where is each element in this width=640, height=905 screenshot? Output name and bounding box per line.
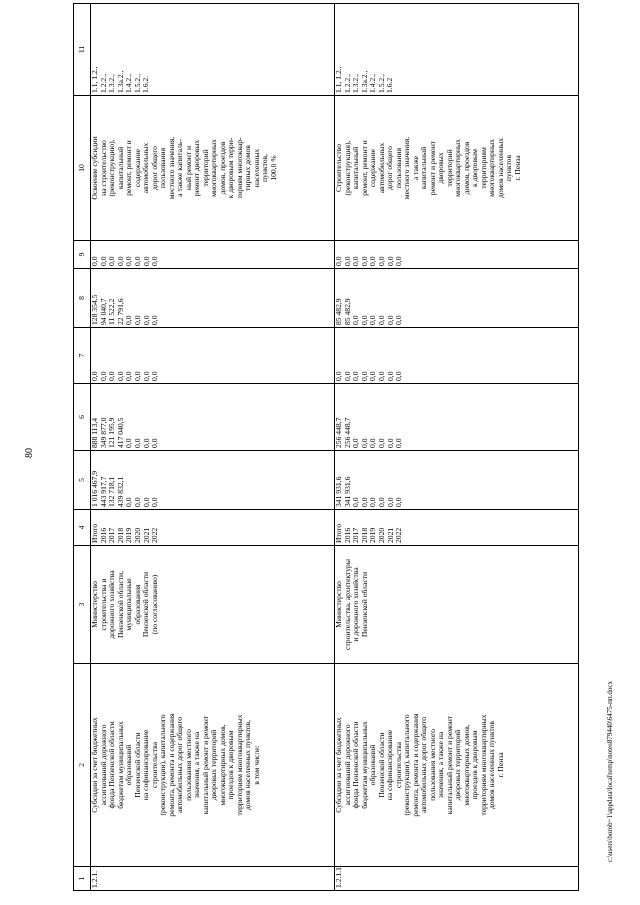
- value-cell: 0,0: [150, 438, 160, 448]
- page-number: 80: [24, 448, 35, 458]
- col-header-3: 3: [74, 546, 91, 664]
- col-header-8: 8: [74, 269, 91, 328]
- value-cell: 0,0: [107, 256, 117, 266]
- value-cell: 0,0: [359, 256, 369, 266]
- value-cell: 0,0: [376, 371, 386, 381]
- row-executor: Министерство строительства, архитектуры и дорожного хозяйства Пензенской области: [335, 546, 579, 664]
- value-cell: 0,0: [368, 497, 378, 507]
- row-indicator: Строительство (реконструкция), капитальный ремонт, ремонт и содержание автомобильных дорог общего пользования местного значения, а также капитальный ремонт и ремонт дворовых территорий многоквартирных домов, проездов к дворовым территориям многоквартирных домов населенных пунктов г. Пенза: [335, 96, 579, 241]
- row-links: 1.1, 1.2., 1.2.2., 1.3.2., 1.3a.2., 1.4.2., 1.5.2., 1.6.2.: [91, 4, 335, 96]
- table-row: [91, 4, 335, 891]
- row-number: 1.2.1.1.: [335, 867, 579, 891]
- value-cell: 132 718,1: [107, 476, 117, 507]
- value-cell: 94 040,7: [98, 298, 108, 325]
- value-cell: 0,0: [132, 497, 142, 507]
- value-cell: 0,0: [334, 371, 343, 381]
- row-regional-budget: [335, 384, 579, 451]
- row-regional-budget: [91, 384, 335, 451]
- value-cell: 0,0: [124, 497, 134, 507]
- col-header-10: 10: [74, 96, 91, 241]
- value-cell: 0,0: [90, 256, 99, 266]
- value-cell: 0,0: [141, 315, 151, 325]
- value-cell: 0,0: [141, 371, 151, 381]
- value-cell: 0,0: [141, 438, 151, 448]
- value-cell: 22 791,6: [115, 298, 125, 325]
- row-years: [335, 510, 579, 546]
- row-number: 1.2.1.: [91, 867, 335, 891]
- value-cell: 85 482,9: [342, 298, 352, 325]
- col-header-7: 7: [74, 328, 91, 384]
- value-cell: 0,0: [334, 256, 343, 266]
- value-cell: 0,0: [394, 315, 404, 325]
- value-cell: 0,0: [368, 371, 378, 381]
- value-cell: 349 877,0: [98, 417, 108, 448]
- value-cell: 888 113,4: [90, 417, 99, 448]
- value-cell: 439 832,1: [115, 476, 125, 507]
- row-other-sources: [91, 241, 335, 269]
- year-cell: 2019: [368, 527, 378, 543]
- year-cell: 2022: [394, 527, 404, 543]
- year-cell: 2017: [107, 527, 117, 543]
- col-header-6: 6: [74, 384, 91, 451]
- col-header-9: 9: [74, 241, 91, 269]
- year-cell: 2016: [98, 527, 108, 543]
- value-cell: 0,0: [342, 256, 352, 266]
- value-cell: 0,0: [368, 438, 378, 448]
- value-cell: 0,0: [368, 315, 378, 325]
- value-cell: 0,0: [394, 371, 404, 381]
- program-table: [73, 3, 579, 891]
- col-header-2: 2: [74, 664, 91, 867]
- row-links: 1.1, 1.2., 1.2.2., 1.3.2., 1.3a.2., 1.4.2., 1.5.2., 1.6.2: [335, 4, 579, 96]
- row-executor: Министерство строительства и дорожного хозяйства Пензенской области, муниципальные образования Пензенской области (по согласованию): [91, 546, 335, 664]
- value-cell: 0,0: [150, 497, 160, 507]
- col-header-1: 1: [74, 867, 91, 891]
- value-cell: 0,0: [115, 256, 125, 266]
- year-cell: Итого: [334, 523, 343, 543]
- value-cell: 0,0: [351, 438, 361, 448]
- value-cell: 0,0: [359, 497, 369, 507]
- value-cell: 0,0: [150, 315, 160, 325]
- value-cell: 417 040,5: [115, 417, 125, 448]
- value-cell: 0,0: [132, 438, 142, 448]
- col-header-5: 5: [74, 451, 91, 510]
- value-cell: 0,0: [376, 315, 386, 325]
- year-cell: 2022: [150, 527, 160, 543]
- value-cell: 0,0: [394, 497, 404, 507]
- value-cell: 0,0: [385, 497, 395, 507]
- value-cell: 0,0: [351, 315, 361, 325]
- col-header-11: 11: [74, 4, 91, 96]
- value-cell: 0,0: [124, 315, 134, 325]
- row-other-sources: [335, 241, 579, 269]
- value-cell: 0,0: [141, 256, 151, 266]
- year-cell: 2017: [351, 527, 361, 543]
- value-cell: 0,0: [359, 438, 369, 448]
- value-cell: 0,0: [98, 256, 108, 266]
- row-years: [91, 510, 335, 546]
- row-federal-budget: [91, 328, 335, 384]
- value-cell: 0,0: [351, 256, 361, 266]
- col-header-4: 4: [74, 510, 91, 546]
- value-cell: 0,0: [124, 256, 134, 266]
- value-cell: 121 195,9: [107, 417, 117, 448]
- value-cell: 85 482,9: [334, 298, 343, 325]
- value-cell: 0,0: [394, 256, 404, 266]
- value-cell: 0,0: [376, 256, 386, 266]
- row-federal-budget: [335, 328, 579, 384]
- value-cell: 0,0: [90, 371, 99, 381]
- value-cell: 256 448,7: [342, 417, 352, 448]
- value-cell: 0,0: [124, 438, 134, 448]
- value-cell: 0,0: [150, 371, 160, 381]
- footer-file-path: c:\users\borob~1\appdata\local\temp\notes879440\6475-пп.docx: [606, 681, 614, 862]
- value-cell: 0,0: [124, 371, 134, 381]
- row-description: Субсидии за счет бюджетных ассигнований дорожного фонда Пензенской области бюджетам муниципальных образований Пензенской области на софинансирование строительства (реконструкции), капитального ремонта, ремонта и содержания автомобильных дорог общего пользования местного значения, а также на капитальный ремонт и ремонт дворовых территорий многоквартирных домов, проездов к дворовым территориям многоквартирных домов населенных пунктов, в том числе:: [91, 664, 335, 867]
- value-cell: 0,0: [351, 497, 361, 507]
- value-cell: 0,0: [115, 371, 125, 381]
- year-cell: 2020: [132, 527, 142, 543]
- row-local-budget: [335, 269, 579, 328]
- value-cell: 0,0: [132, 315, 142, 325]
- value-cell: 0,0: [141, 497, 151, 507]
- value-cell: 0,0: [132, 256, 142, 266]
- year-cell: 2018: [359, 527, 369, 543]
- header-row: [74, 4, 91, 891]
- year-cell: Итого: [90, 523, 99, 543]
- row-local-budget: [91, 269, 335, 328]
- value-cell: 0,0: [385, 256, 395, 266]
- year-cell: 2021: [385, 527, 395, 543]
- value-cell: 0,0: [342, 371, 352, 381]
- row-description: Субсидии за счет бюджетных ассигнований дорожного фонда Пензенской области бюджетам муниципальных образований Пензенской области на софинансирование строительства (реконструкции), капитального ремонта, ремонта и содержания автомобильных дорог общего пользования местного значения, а также на капитальный ремонт и ремонт дворовых территорий многоквартирных домов, проездов к дворовым территориям многоквартирных домов населенных пунктов г. Пенза: [335, 664, 579, 867]
- value-cell: 0,0: [351, 371, 361, 381]
- year-cell: 2021: [141, 527, 151, 543]
- value-cell: 256 448,7: [334, 417, 343, 448]
- value-cell: 341 931,6: [334, 476, 343, 507]
- value-cell: 0,0: [376, 438, 386, 448]
- value-cell: 0,0: [376, 497, 386, 507]
- value-cell: 341 931,6: [342, 476, 352, 507]
- value-cell: 0,0: [394, 438, 404, 448]
- row-indicator: Освоение субсидии на строительство (реконструкцию), капитальный ремонт, ремонт и содержание автомобильных дорог общего пользования местного значения, а также капиталь- ный ремонт и ремонт дворовых территорий многоквартирных домов, проездов к дворовым терри- ториям многоквар- тирных домов населенных пунктов, 100,0 %: [91, 96, 335, 241]
- value-cell: 0,0: [132, 371, 142, 381]
- row-total-funding: [91, 451, 335, 510]
- row-total-funding: [335, 451, 579, 510]
- value-cell: 0,0: [107, 371, 117, 381]
- value-cell: 0,0: [359, 371, 369, 381]
- value-cell: 11 522,2: [107, 298, 117, 325]
- table-row: [335, 4, 579, 891]
- value-cell: 0,0: [359, 315, 369, 325]
- value-cell: 0,0: [385, 315, 395, 325]
- value-cell: 0,0: [385, 438, 395, 448]
- value-cell: 0,0: [98, 371, 108, 381]
- year-cell: 2018: [115, 527, 125, 543]
- year-cell: 2019: [124, 527, 134, 543]
- year-cell: 2020: [376, 527, 386, 543]
- value-cell: 0,0: [368, 256, 378, 266]
- value-cell: 0,0: [385, 371, 395, 381]
- value-cell: 0,0: [150, 256, 160, 266]
- program-table-rotated: [73, 4, 593, 891]
- value-cell: 128 354,5: [90, 294, 99, 325]
- value-cell: 443 917,7: [98, 476, 108, 507]
- value-cell: 1 016 467,9: [90, 470, 99, 507]
- year-cell: 2016: [342, 527, 352, 543]
